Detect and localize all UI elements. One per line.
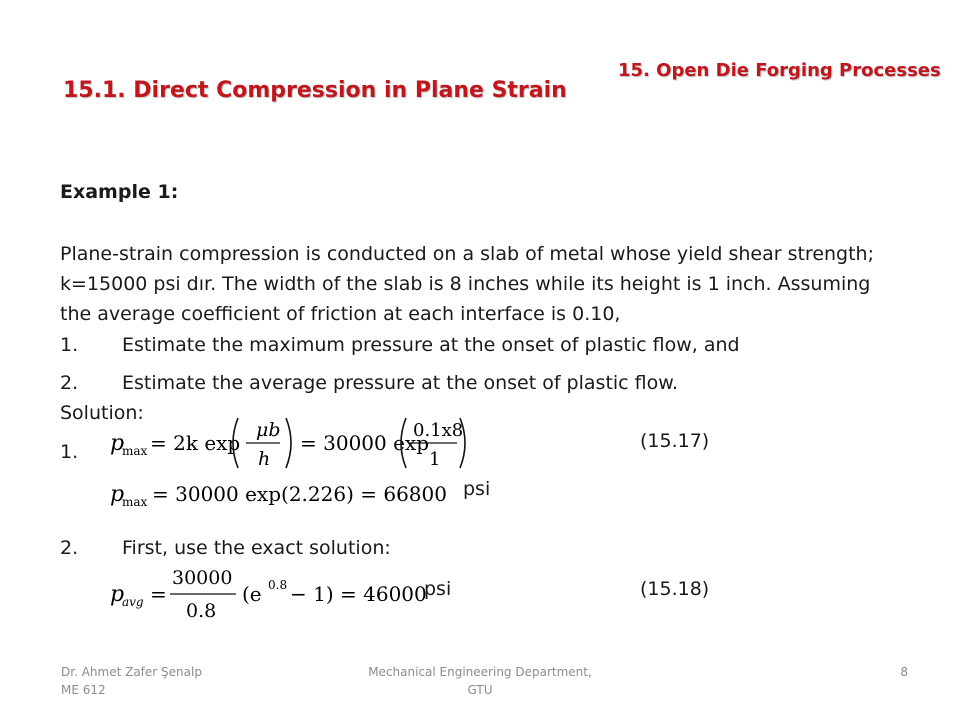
footer-department — [340, 663, 620, 699]
equation-reference: (15.18) — [640, 578, 710, 600]
problem-line: k=15000 psi dır. The width of the slab is 8 inches while its height is 1 inch. Assuming — [60, 273, 871, 295]
eq-exponent: 0.8 — [268, 578, 288, 592]
eq-term: = 30000 exp — [300, 431, 430, 455]
eq-numerator: 0.1x8 — [413, 420, 464, 441]
eq-subscript: avg — [122, 595, 144, 609]
eq-subscript: max — [122, 495, 148, 509]
svg-text:=: = — [150, 582, 167, 606]
equation-reference: (15.17) — [640, 430, 710, 452]
task-number: 1. — [60, 334, 79, 356]
equation-pmax-result — [108, 477, 448, 513]
eq-term: − 1) = 46000 — [290, 582, 427, 606]
right-paren — [286, 418, 291, 468]
unit-label: psi — [463, 478, 491, 500]
task-text: Estimate the maximum pressure at the onset of plastic flow, and — [122, 334, 740, 356]
task-number: 2. — [60, 372, 79, 394]
eq-denominator: 1 — [429, 449, 441, 470]
author-name: Dr. Ahmet Zafer Şenalp — [61, 665, 202, 679]
problem-line: Plane-strain compression is conducted on a slab of metal whose yield shear strength; — [60, 243, 875, 265]
footer-author — [61, 663, 202, 699]
solution-step-text: First, use the exact solution: — [122, 537, 391, 559]
eq-symbol: p — [110, 582, 125, 607]
solution-step-number: 1. — [60, 441, 79, 463]
eq-symbol: p — [110, 482, 125, 507]
eq-term: (e — [242, 582, 262, 606]
eq-numerator: μb — [256, 419, 281, 441]
eq-term: = 30000 exp(2.226) = 66800 — [152, 482, 447, 506]
eq-denominator: h — [258, 448, 271, 470]
unit-label: psi — [424, 578, 452, 600]
section-title: 15.1. Direct Compression in Plane Strain — [63, 78, 567, 103]
eq-numerator: 30000 — [172, 567, 233, 589]
problem-line: the average coefficient of friction at each interface is 0.10, — [60, 303, 621, 325]
department-line: Mechanical Engineering Department, — [368, 665, 592, 679]
chapter-title: 15. Open Die Forging Processes — [618, 60, 941, 81]
equation-pmax-formula — [108, 412, 468, 474]
task-text: Estimate the average pressure at the onset of plastic flow. — [122, 372, 679, 394]
page-number: 8 — [900, 665, 908, 679]
eq-subscript: max — [122, 444, 148, 458]
equation-pavg — [108, 563, 427, 623]
example-label: Example 1: — [60, 181, 179, 203]
eq-denominator: 0.8 — [186, 600, 217, 622]
course-code: ME 612 — [61, 683, 106, 697]
eq-term: = 2k exp — [150, 431, 241, 455]
eq-symbol: p — [110, 431, 125, 456]
problem-statement — [60, 239, 920, 329]
department-line: GTU — [467, 683, 493, 697]
solution-step-number: 2. — [60, 537, 79, 559]
solution-label: Solution: — [60, 402, 144, 424]
